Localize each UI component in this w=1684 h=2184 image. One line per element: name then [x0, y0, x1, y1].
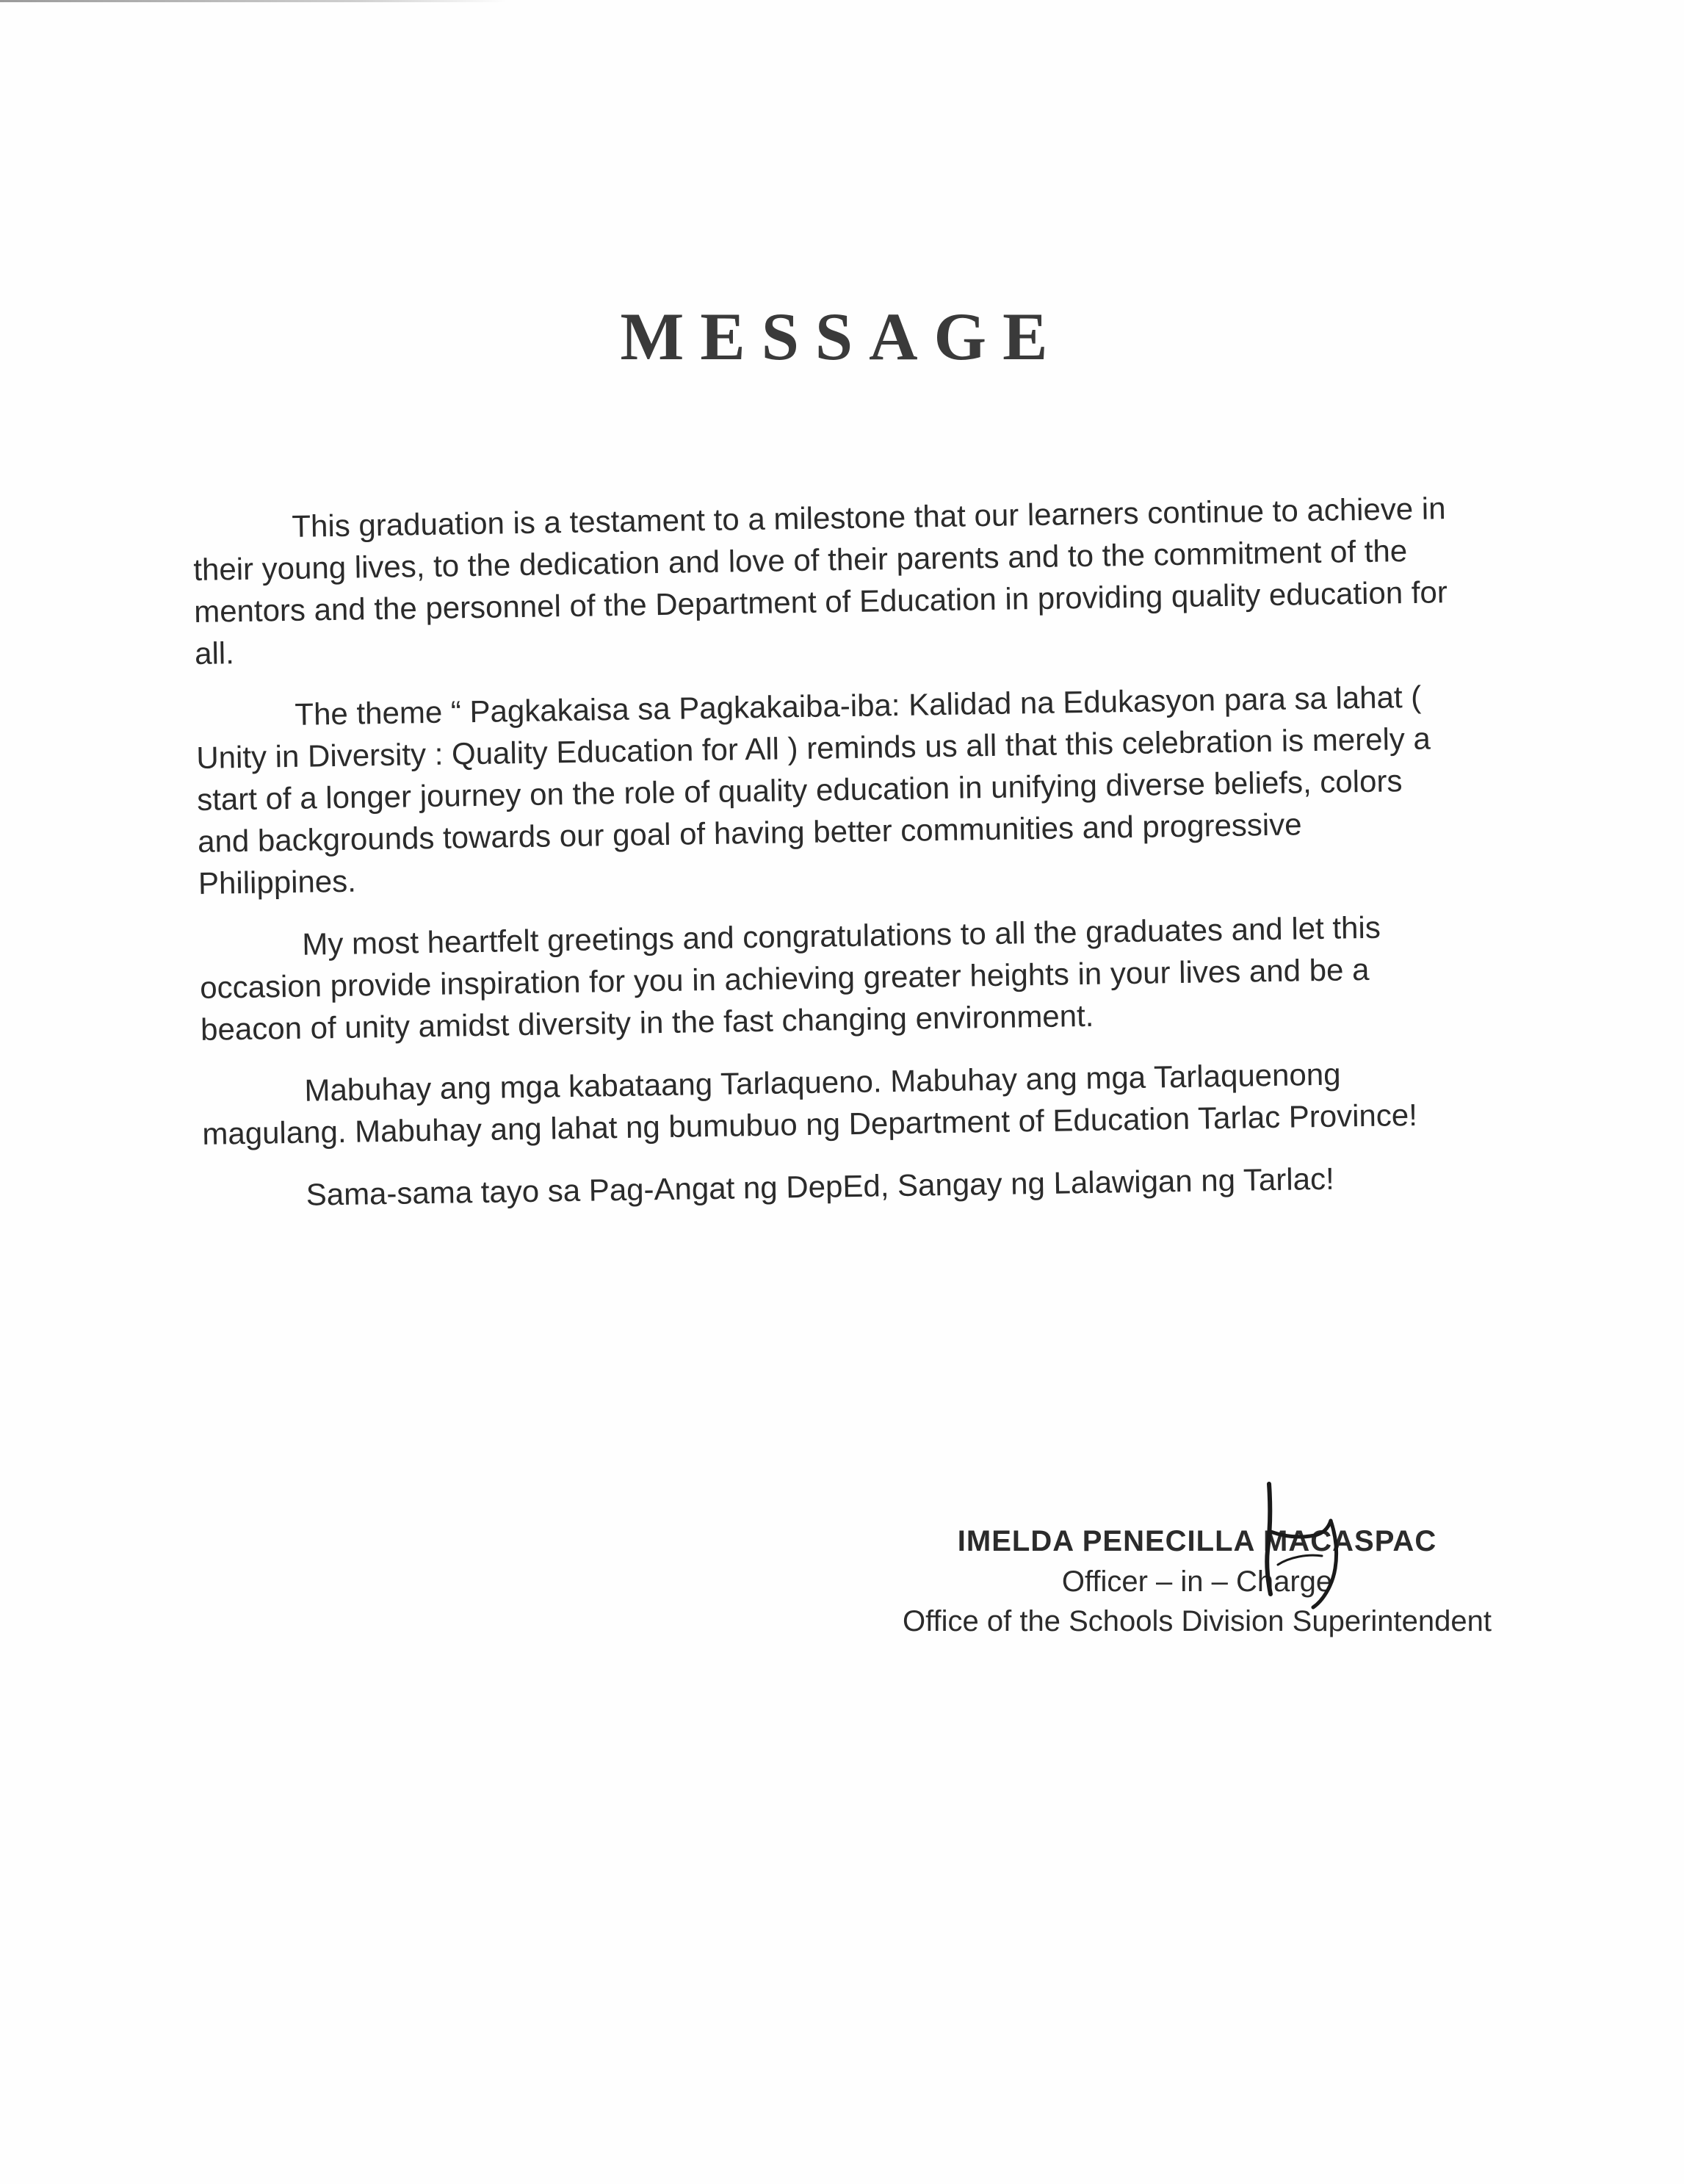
paragraph-4: Mabuhay ang mga kabataang Tarlaqueno. Mabuhay ang mga Tarlaquenong magulang. Mabuhay ang lahat ng bumubuo ng Department of Education Tarlac Province!: [202, 1056, 1418, 1151]
paragraph-5: Sama-sama tayo sa Pag-Angat ng DepEd, Sangay ng Lalawigan ng Tarlac!: [306, 1161, 1335, 1212]
handwritten-signature: [1248, 1477, 1381, 1616]
document-title: MESSAGE: [620, 299, 1064, 374]
signatory-name: IMELDA PENECILLA MACASPAC: [957, 1525, 1437, 1557]
signatory-office: Office of the Schools Division Superintendent: [903, 1605, 1492, 1637]
signature-block: [867, 1521, 1528, 1641]
message-body: [192, 487, 1467, 1238]
signatory-position: Officer – in – Charge: [1061, 1565, 1333, 1598]
paragraph-1: This graduation is a testament to a milestone that our learners continue to achieve in their young lives, to the dedication and love of their parents and to the commitment of the mentors and the personnel of the Department of Education in providing quality education for all.: [192, 491, 1448, 671]
paragraph-2: The theme “ Pagkakaisa sa Pagkakaiba-iba: Kalidad na Edukasyon para sa lahat ( Unity in Diversity : Quality Education for All ) reminds us all that this celebration is merely a start of a longer journey on the role of quality education in unifying diverse beliefs, colors and backgrounds towards our goal of having better communities and progressive Philippines.: [195, 679, 1431, 901]
scan-edge-line: [0, 0, 507, 2]
paragraph-3: My most heartfelt greetings and congratulations to all the graduates and let this occasion provide inspiration for you in achieving greater heights in your lives and be a beacon of unity amidst diversity in the fast changing environment.: [199, 909, 1381, 1047]
